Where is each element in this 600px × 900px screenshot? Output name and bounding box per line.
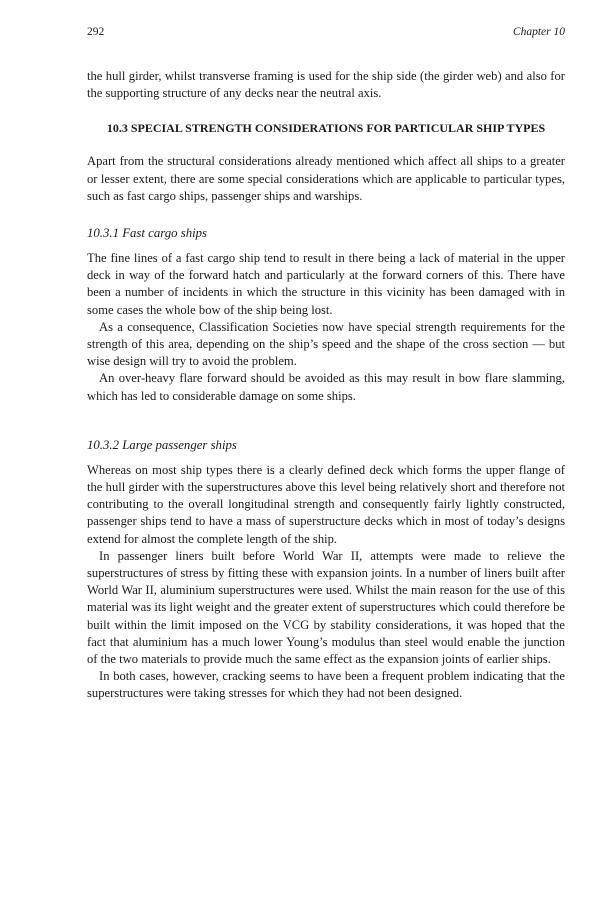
page-number: 292 <box>87 26 105 38</box>
fast-cargo-paragraph: The fine lines of a fast cargo ship tend to result in there being a lack of material in the upper deck in way of the forward hatch and particularly at the forward corners of this. There have been a number of incidents in which the structure in this vicinity has been damaged with in some cases the whole bow of the ship being lost. <box>87 251 565 317</box>
section-heading: 10.3 SPECIAL STRENGTH CONSIDERATIONS FOR PARTICULAR SHIP TYPES <box>106 121 546 136</box>
page-header <box>87 26 565 42</box>
page-body <box>87 68 565 703</box>
fast-cargo-paragraph: As a consequence, Classification Societies now have special strength requirements for the strength of this area, depending on the ship’s speed and the shape of the cross section — but wise design will try to avoid the problem. <box>87 319 565 369</box>
chapter-label: Chapter 10 <box>512 26 565 38</box>
passenger-paragraph: In passenger liners built before World War II, attempts were made to relieve the superstructures of stress by fitting these with expansion joints. In a number of liners built after World War II, aluminium superstructures were used. Whilst the main reason for the use of this material was its light weight and the greater extent of superstructures which could therefore be built within the limit imposed on the VCG by stability considerations, it was hoped that the fact that aluminium has a much lower Young’s modulus than steel would enable the junction of the two materials to provide much the same effect as the expansion joints of earlier ships. <box>87 548 565 667</box>
intro-paragraph: the hull girder, whilst transverse framing is used for the ship side (the girder web) and also for the supporting structure of any decks near the neutral axis. <box>87 69 565 101</box>
section-paragraph: Apart from the structural considerations already mentioned which affect all ships to a greater or lesser extent, there are some special considerations which are applicable to particular types, such as fast cargo ships, passenger ships and warships. <box>87 154 565 203</box>
passenger-paragraph: In both cases, however, cracking seems to have been a frequent problem indicating that the superstructures were taking stresses for which they had not been designed. <box>87 669 565 701</box>
subsection-heading-passenger-ships: 10.3.2 Large passenger ships <box>87 437 237 452</box>
passenger-paragraph: Whereas on most ship types there is a clearly defined deck which forms the upper flange of the hull girder with the superstructures above this level being relatively short and therefore not contributing to the overall longitudinal strength and consequently fairly lightly constructed, passenger ships tend to have a mass of superstructure decks which in most of today’s designs extend for almost the complete length of the ship. <box>87 462 565 546</box>
subsection-heading-fast-cargo: 10.3.1 Fast cargo ships <box>87 226 208 241</box>
fast-cargo-paragraph: An over-heavy flare forward should be avoided as this may result in bow flare slamming, which has led to considerable damage on some ships. <box>87 371 565 403</box>
